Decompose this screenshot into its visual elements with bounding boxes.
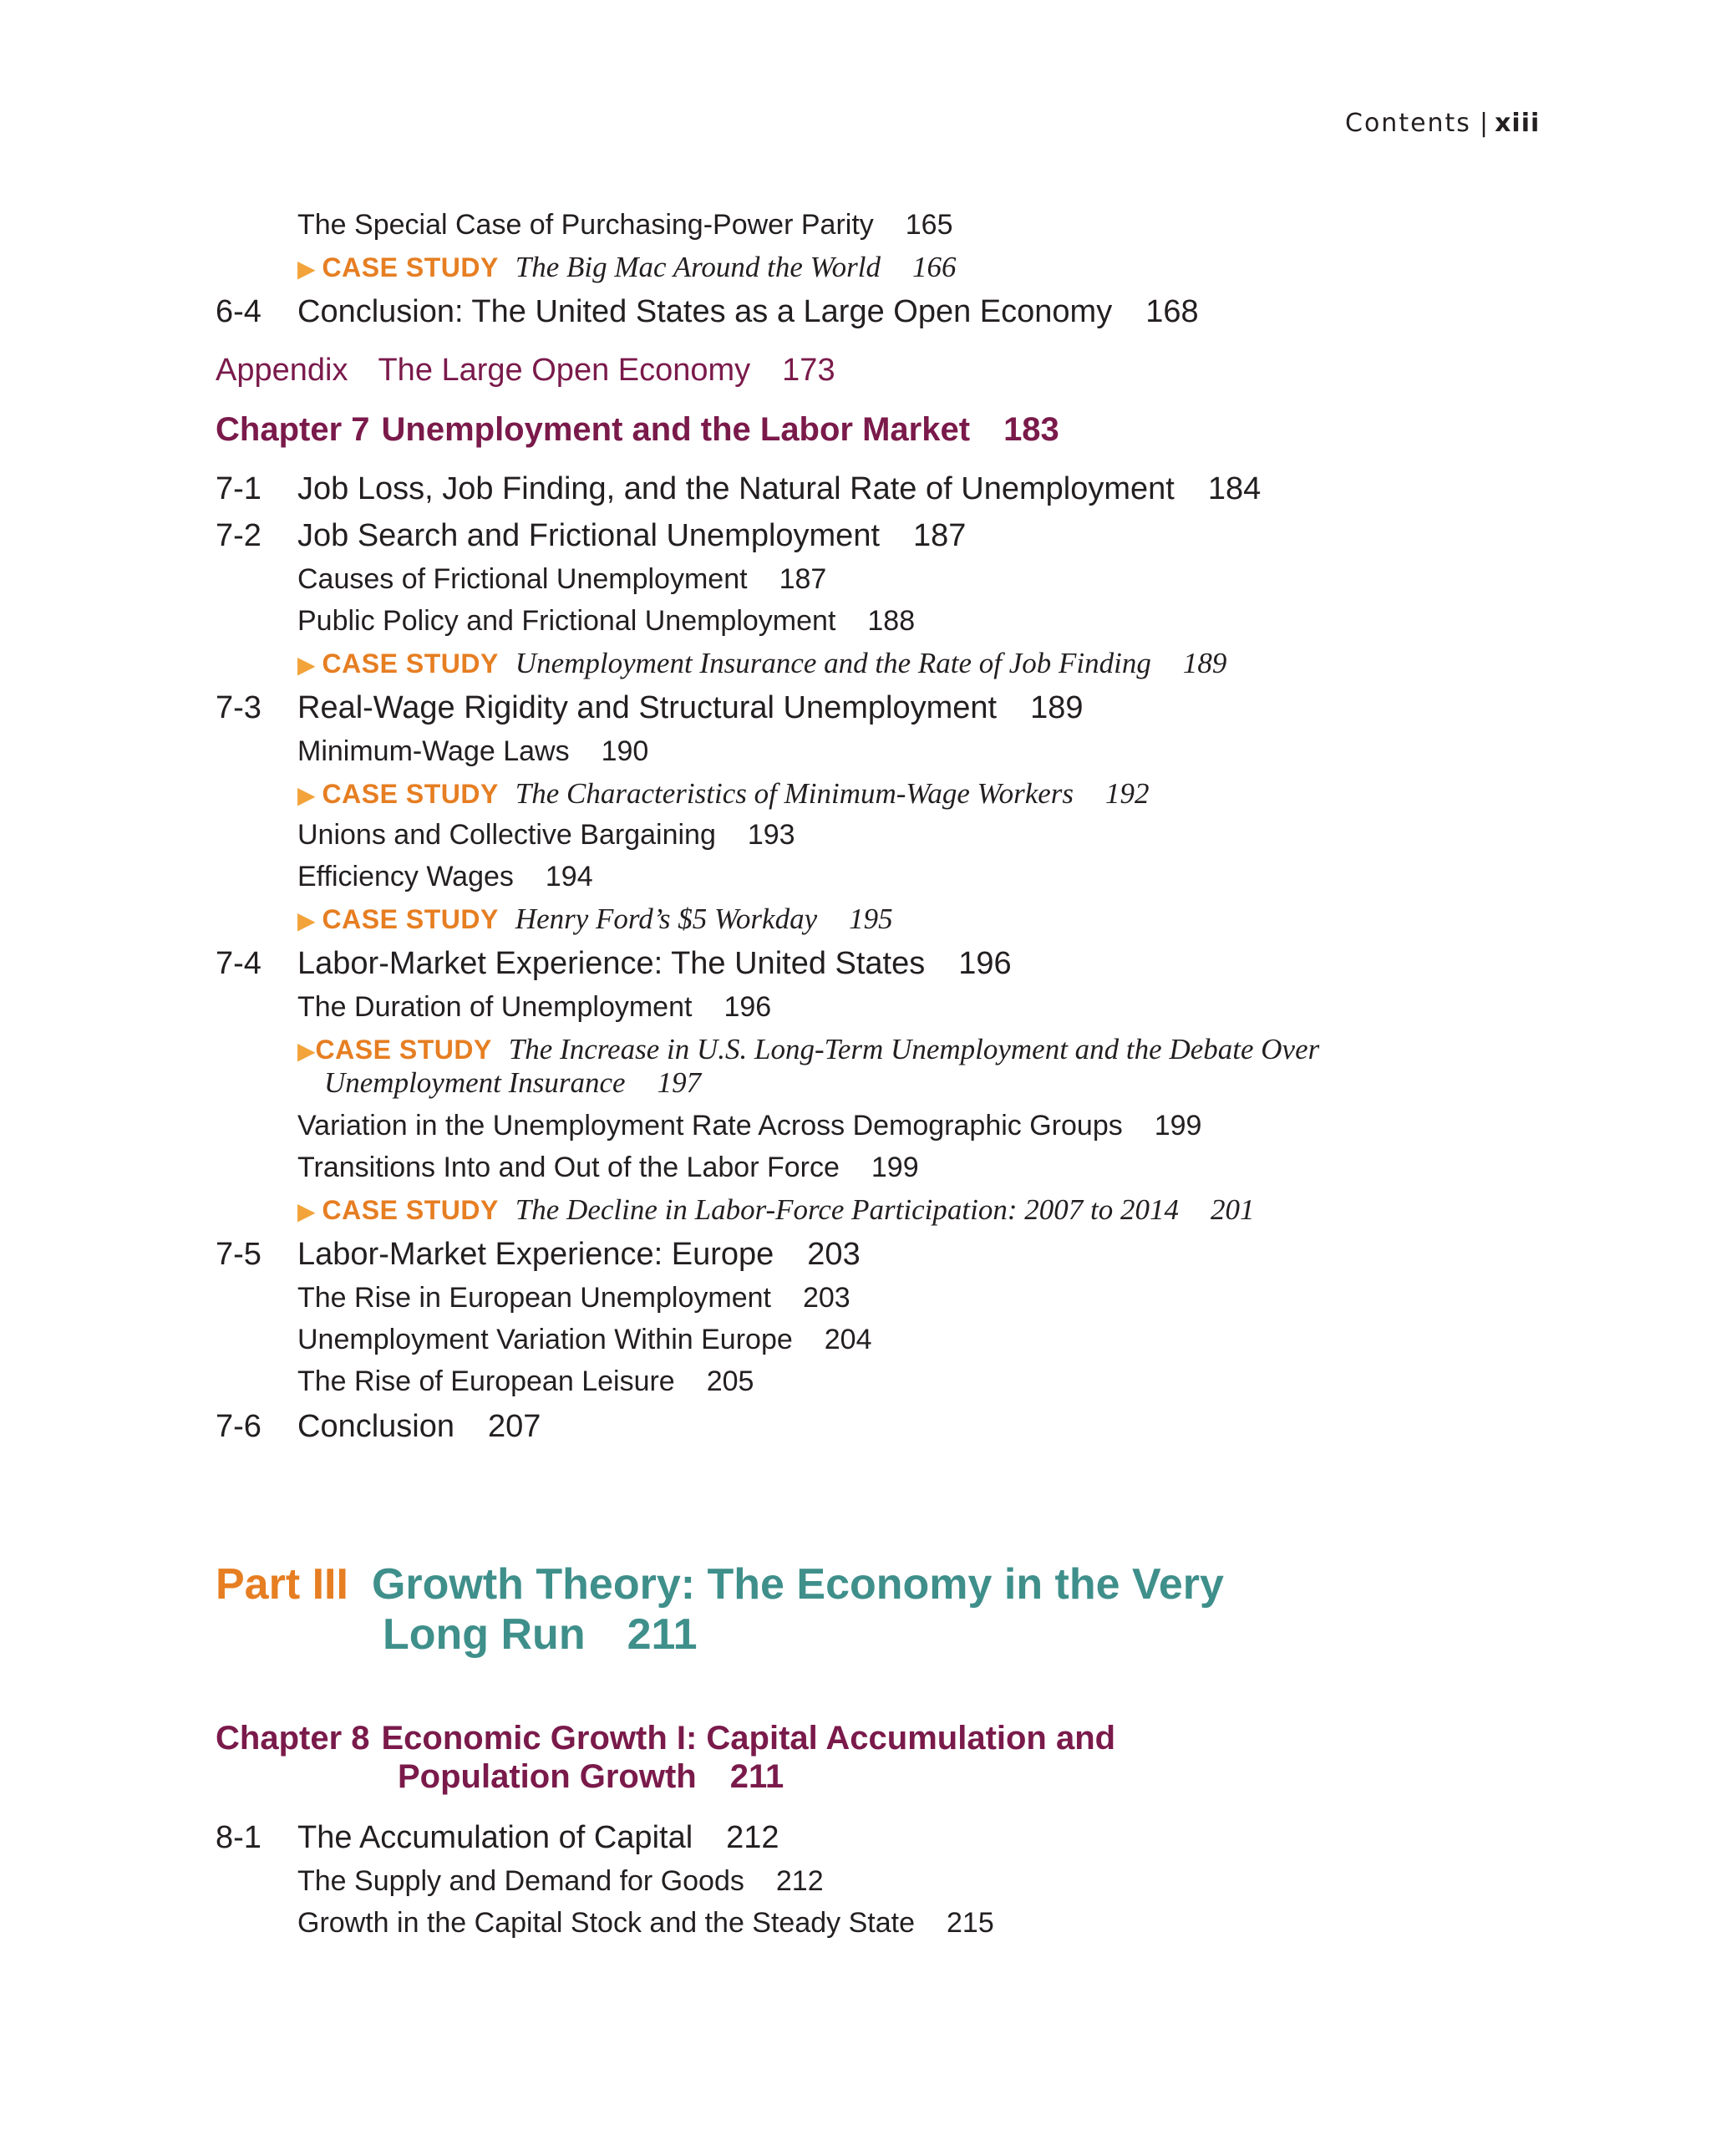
toc-entry[interactable] <box>297 991 771 1024</box>
chapter-heading-continuation[interactable] <box>398 1758 784 1796</box>
entry-title: The Decline in Labor-Force Participation: 2007 to 2014 <box>515 1193 1179 1226</box>
part-heading[interactable] <box>216 1559 1224 1609</box>
entry-title: Efficiency Wages <box>297 861 514 892</box>
entry-page: 212 <box>775 1865 824 1897</box>
toc-entry[interactable] <box>297 605 915 638</box>
section-entry[interactable] <box>216 471 1261 507</box>
case-study-tag: CASE STUDY <box>322 252 499 282</box>
chapter-heading[interactable] <box>216 411 1059 449</box>
appendix-page: 173 <box>782 353 835 388</box>
running-head <box>1345 109 1540 138</box>
entry-title: Unemployment Insurance and the Rate of Job Finding <box>515 647 1151 679</box>
triangle-bullet-icon: ▶ <box>297 908 316 933</box>
entry-title-continued: Unemployment Insurance <box>324 1066 626 1099</box>
appendix-entry[interactable] <box>216 353 835 389</box>
case-study-entry-continuation[interactable] <box>324 1066 701 1100</box>
case-study-entry[interactable] <box>297 903 893 936</box>
entry-title: Public Policy and Frictional Unemployment <box>297 605 836 637</box>
entry-page: 195 <box>849 903 893 935</box>
section-entry[interactable] <box>216 690 1083 726</box>
entry-page: 165 <box>905 209 953 241</box>
entry-page: 192 <box>1105 777 1150 810</box>
entry-title: Growth in the Capital Stock and the Steady State <box>297 1907 915 1939</box>
section-number: 6-4 <box>216 294 261 329</box>
section-page: 189 <box>1030 690 1084 725</box>
toc-entry[interactable] <box>297 563 826 596</box>
section-number: 7-3 <box>216 690 261 725</box>
chapter-page: 211 <box>729 1758 784 1795</box>
toc-entry[interactable] <box>297 861 593 893</box>
case-study-entry[interactable] <box>297 1193 1254 1227</box>
case-study-entry[interactable] <box>297 777 1150 811</box>
entry-title: Unemployment Variation Within Europe <box>297 1324 793 1355</box>
part-label: Part III <box>216 1560 348 1609</box>
entry-page: 199 <box>871 1152 919 1183</box>
chapter-title: Unemployment and the Labor Market <box>381 411 971 448</box>
part-page: 211 <box>627 1610 698 1659</box>
section-title: Conclusion <box>297 1409 454 1444</box>
section-entry[interactable] <box>216 946 1012 982</box>
entry-title: Transitions Into and Out of the Labor Force <box>297 1152 840 1183</box>
case-study-tag: CASE STUDY <box>322 779 499 809</box>
toc-entry[interactable] <box>297 1324 872 1356</box>
entry-page: 189 <box>1182 647 1227 679</box>
toc-entry[interactable] <box>297 1865 824 1898</box>
entry-title: Unions and Collective Bargaining <box>297 819 716 851</box>
toc-entry[interactable] <box>297 819 795 852</box>
section-page: 168 <box>1145 294 1199 329</box>
entry-title: The Rise of European Leisure <box>297 1365 675 1397</box>
section-number: 8-1 <box>216 1820 261 1855</box>
section-title: Real-Wage Rigidity and Structural Unemployment <box>297 690 998 725</box>
appendix-label: Appendix <box>216 353 348 388</box>
section-title: Labor-Market Experience: The United States <box>297 946 926 981</box>
section-page: 212 <box>726 1820 779 1855</box>
section-page: 184 <box>1207 471 1262 506</box>
entry-title: Causes of Frictional Unemployment <box>297 563 748 595</box>
section-page: 196 <box>958 946 1012 981</box>
part-title: Growth Theory: The Economy in the Very <box>371 1560 1224 1609</box>
divider: | <box>1479 109 1490 138</box>
appendix-title: The Large Open Economy <box>378 353 751 388</box>
section-entry[interactable] <box>216 1820 779 1856</box>
section-title: The Accumulation of Capital <box>297 1820 693 1855</box>
toc-entry[interactable] <box>297 209 953 242</box>
entry-page: 199 <box>1154 1110 1202 1142</box>
entry-page: 215 <box>947 1907 994 1939</box>
entry-page: 194 <box>545 861 593 892</box>
toc-entry[interactable] <box>297 1152 919 1184</box>
entry-page: 205 <box>706 1365 754 1397</box>
part-heading-continuation[interactable] <box>383 1609 697 1660</box>
case-study-entry[interactable] <box>297 251 956 284</box>
section-page: 203 <box>807 1237 861 1272</box>
section-page: 207 <box>488 1409 541 1444</box>
entry-page: 204 <box>824 1324 872 1355</box>
entry-page: 196 <box>723 991 772 1023</box>
triangle-bullet-icon: ▶ <box>297 652 316 678</box>
chapter-title-continued: Population Growth <box>398 1758 697 1795</box>
entry-title: The Characteristics of Minimum-Wage Workers <box>515 777 1074 810</box>
section-entry[interactable] <box>216 1237 861 1273</box>
case-study-tag: CASE STUDY <box>322 904 499 934</box>
section-title: Labor-Market Experience: Europe <box>297 1237 774 1272</box>
entry-title: The Supply and Demand for Goods <box>297 1865 744 1897</box>
case-study-tag: CASE STUDY <box>315 1035 492 1065</box>
entry-page: 201 <box>1210 1193 1255 1226</box>
toc-entry[interactable] <box>297 1282 850 1314</box>
case-study-tag: CASE STUDY <box>322 1195 499 1225</box>
section-number: 7-4 <box>216 946 261 981</box>
toc-entry[interactable] <box>297 1110 1201 1142</box>
section-page: 187 <box>913 518 967 553</box>
section-number: 7-2 <box>216 518 261 553</box>
case-study-tag: CASE STUDY <box>322 648 499 679</box>
section-entry[interactable] <box>216 518 966 554</box>
section-number: 7-1 <box>216 471 261 506</box>
toc-entry[interactable] <box>297 1907 994 1940</box>
entry-title: The Duration of Unemployment <box>297 991 693 1023</box>
entry-title: Minimum-Wage Laws <box>297 735 570 767</box>
case-study-entry[interactable] <box>297 647 1226 680</box>
chapter-title: Economic Growth I: Capital Accumulation and <box>381 1720 1116 1757</box>
entry-page: 203 <box>802 1282 850 1314</box>
entry-page: 187 <box>779 563 827 595</box>
section-title: Job Search and Frictional Unemployment <box>297 518 881 553</box>
triangle-bullet-icon: ▶ <box>297 782 316 808</box>
section-title: Job Loss, Job Finding, and the Natural Rate of Unemployment <box>297 471 1175 506</box>
chapter-page: 183 <box>1003 411 1059 448</box>
section-number: 7-5 <box>216 1237 261 1272</box>
part-title-continued: Long Run <box>383 1610 586 1659</box>
running-head-section: Contents <box>1345 109 1471 138</box>
chapter-label: Chapter 7 <box>216 411 370 448</box>
toc-entry[interactable] <box>297 735 648 768</box>
toc-entry[interactable] <box>297 1365 754 1398</box>
page-folio: xiii <box>1495 109 1541 138</box>
entry-title: The Increase in U.S. Long-Term Unemployment and the Debate Over <box>508 1033 1320 1065</box>
chapter-heading[interactable] <box>216 1720 1115 1757</box>
case-study-entry[interactable] <box>297 1033 1319 1066</box>
entry-title: The Special Case of Purchasing-Power Parity <box>297 209 874 241</box>
entry-title: Henry Ford’s $5 Workday <box>515 903 818 935</box>
entry-page: 190 <box>601 735 649 767</box>
entry-page: 197 <box>657 1066 702 1099</box>
triangle-bullet-icon: ▶ <box>297 1038 316 1064</box>
section-number: 7-6 <box>216 1409 261 1444</box>
entry-title: The Rise in European Unemployment <box>297 1282 771 1314</box>
section-title: Conclusion: The United States as a Large Open Economy <box>297 294 1113 329</box>
entry-page: 193 <box>747 819 795 851</box>
entry-title: The Big Mac Around the World <box>515 251 881 283</box>
triangle-bullet-icon: ▶ <box>297 256 316 282</box>
section-entry[interactable] <box>216 1409 541 1445</box>
triangle-bullet-icon: ▶ <box>297 1198 316 1224</box>
entry-page: 166 <box>911 251 957 283</box>
entry-title: Variation in the Unemployment Rate Across Demographic Groups <box>297 1110 1123 1142</box>
chapter-label: Chapter 8 <box>216 1720 370 1757</box>
entry-page: 188 <box>867 605 916 637</box>
section-entry[interactable] <box>216 294 1199 330</box>
